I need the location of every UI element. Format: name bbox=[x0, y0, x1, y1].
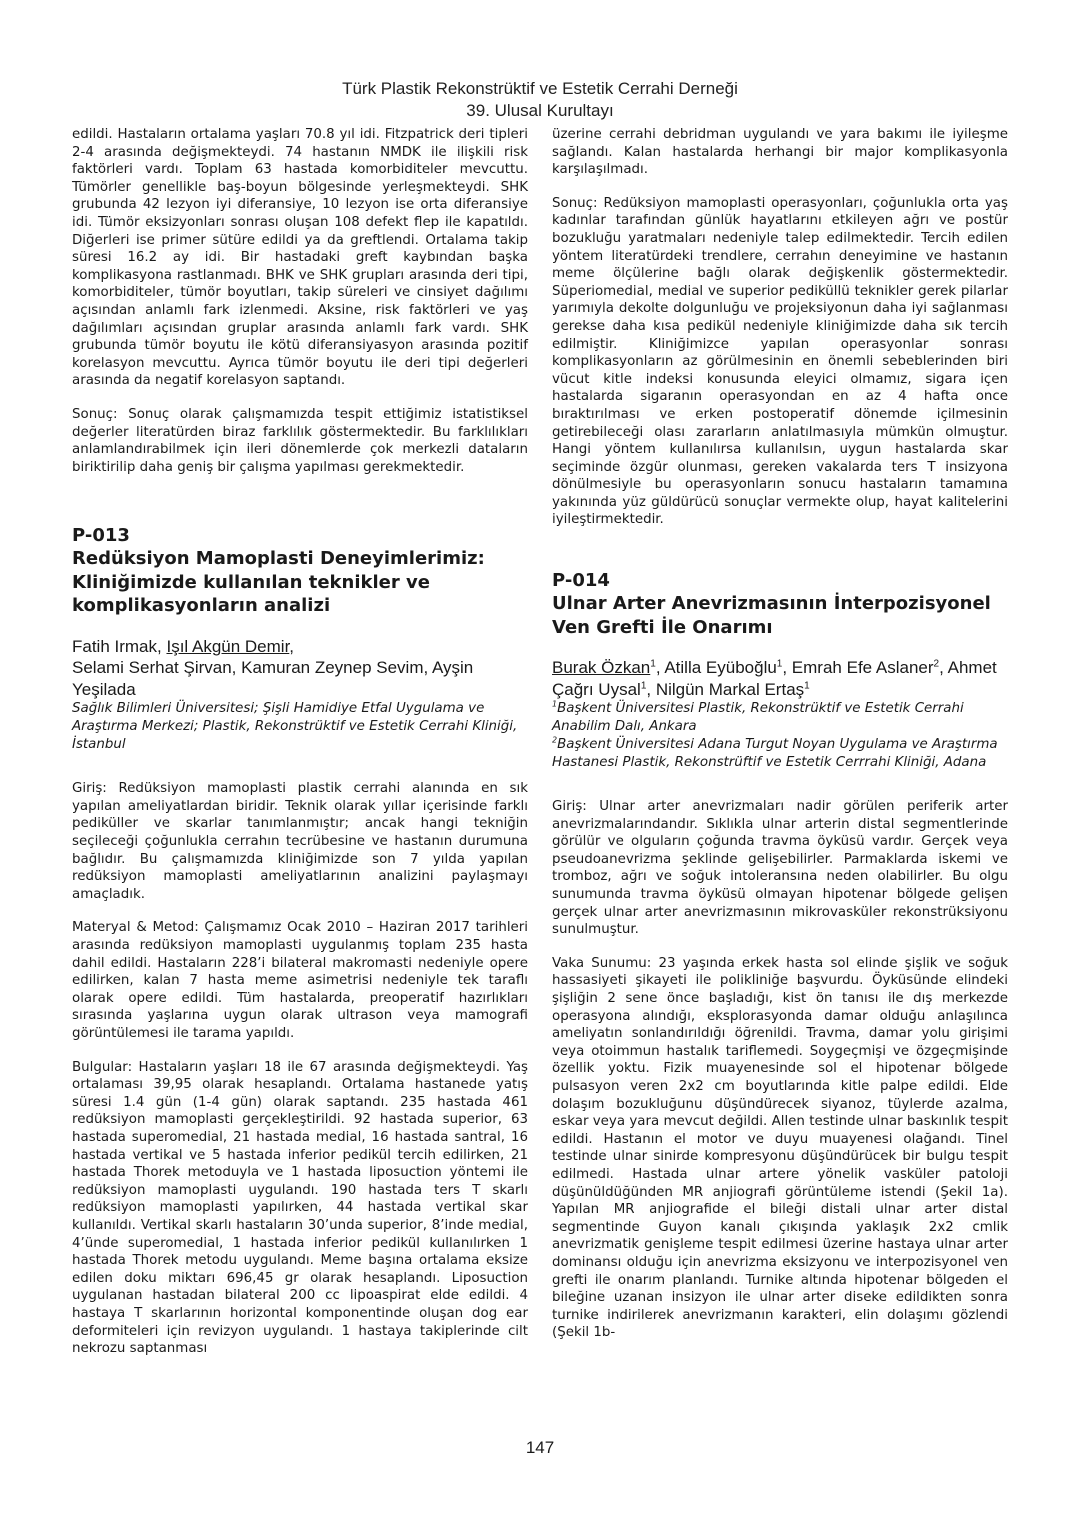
abstract-code: P-013 bbox=[72, 525, 130, 547]
abstract-title: Ulnar Arter Anevrizmasının İnterpozisyonel Ven Grefti İle Onarımı bbox=[552, 593, 991, 638]
continued-results-paragraph: üzerine cerrahi debridman uygulandı ve yara bakımı ile iyileşme sağlandı. Kalan hastalarda herhangi bir major komplikasyonla karşılaşılmadı. bbox=[552, 127, 1008, 178]
left-column bbox=[72, 126, 528, 1358]
presenting-author: Işıl Akgün Demir bbox=[166, 636, 290, 656]
continued-results-paragraph: edildi. Hastaların ortalama yaşları 70.8 yıl idi. Fitzpatrick deri tipleri 2-4 arasında değişmekteydi. 74 hastanın NMDK ile ilişkili risk faktörleri vardı. Toplam 63 hastada komorbiditeler mevcuttu. Tümörler genellikle baş-boyun bölgesinde yerleşmekteydi. SHK grubunda 42 lezyon iyi diferansiye, 10 lezyon ise orta diferansiye idi. Tümör eksizyonları sonrası oluşan 108 defekt flep ile kapatıldı. Diğerleri ise primer sütüre edildi ya da greftlendi. Ortalama takip süresi 16.2 ay idi. Bir hastadaki greft kaybından başka komplikasyona rastlanmadı. BHK ve SHK grupları arasında deri tipi, komorbiditeler, tümör boyutları, takip süreleri ve cinsiyet dağılımı açısından anlamlı fark izlenmedi. Aksine, risk faktörleri ve yaş dağılımları açısından gruplar arasında anlamlı fark vardı. SHK grubunda tümör boyutu ile kötü diferansiyasyon arasında pozitif korelasyon mevcuttu. Ayrıca tümör boyutu ile deri tipi değerleri arasında da negatif korelasyon saptandı. bbox=[72, 127, 528, 389]
author-name: Fatih Irmak, bbox=[72, 636, 167, 656]
right-column bbox=[552, 126, 1008, 1342]
page-number: 147 bbox=[525, 1438, 555, 1457]
abstract-code: P-014 bbox=[552, 570, 610, 592]
introduction-paragraph: Giriş: Ulnar arter anevrizmaları nadir görülen periferik arter anevrizmalarındandır. Sıklıkla ulnar arterin distal segmentlerinde görülür ve olguların çoğunda travma öyküsü vardır. Gerçek veya pseudoanevrizma şeklinde gelişebilirler. Parmaklarda iskemi ve tromboz, ağrı ve soğuk intoleransına neden olabilirler. Bu olgu sunumunda travma öyküsü olmayan hipotenar bölgede gelişen gerçek ulnar arter anevrizmasının mikrovasküler rekonstrüksiyonu sunulmuştur. bbox=[552, 799, 1008, 938]
affiliation: Sağlık Bilimleri Üniversitesi; Şişli Hamidiye Etfal Uygulama ve Araştırma Merkezi; Plastik, Rekonstrüktif ve Estetik Cerrahi Kliniği, İstanbul bbox=[72, 701, 518, 753]
abstract-title: Redüksiyon Mamoplasti Deneyimlerimiz: Kliniğimizde kullanılan teknikler ve komplikasyonların analizi bbox=[72, 548, 485, 617]
author-name: Selami Serhat Şirvan, Kamuran Zeynep Sevim, Ayşin Yeşilada bbox=[72, 658, 474, 699]
presenting-author: Burak Özkan bbox=[552, 658, 651, 678]
methods-paragraph: Materyal & Metod: Çalışmamız Ocak 2010 – Haziran 2017 tarihleri arasında redüksiyon mamoplasti uygulanmış toplam 235 hasta dahil edildi. Hastaların 228’i bilateral makromasti nedeniyle opere edilirken, kalan 7 hasta meme asimetrisi nedeniyle tek taraflı olarak opere edildi. Tüm hastalarda, preoperatif hazırlıkları sırasında yaşlarına uygun olarak ultrason veya mamografi görüntülemesi ile tarama yapıldı. bbox=[72, 920, 528, 1041]
affiliation: $^1$Başkent Üniversitesi Plastik, Rekonstrüktif ve Estetik Cerrahi Anabilim Dalı, Ankara $^2$Başkent Üniversitesi Adana Turgut Noyan Uygulama ve Araştırma Hastanesi Plastik, Rekonstrüftif ve Estetik Cerrrahi Kliniği, Adana bbox=[552, 699, 998, 771]
header-line-2: 39. Ulusal Kurultayı bbox=[466, 101, 614, 120]
author-separator: , bbox=[289, 636, 295, 656]
case-report-paragraph: Vaka Sunumu: 23 yaşında erkek hasta sol elinde şişlik ve soğuk hassasiyeti şikayeti ile polikliniğe başvurdu. Öyküsünde elindeki şişliğin 2 sene önce başladığı, kist ön tanısı ile dış merkezde operasyona alındığı, eksplorasyonda damar olduğu anlaşılınca ameliyatın sonlandırıldığı öğrenildi. Travma, damar yolu girişimi veya otoimmun hastalık tariflemedi. Soygeçmişi ve özgeçmişinde özellik yoktu. Fizik muayenesinde sol el hipotenar bölgede pulsasyon veren 2x2 cm boyutlarında kitle palpe edildi. Elde dolaşım bozukluğunu düşündürecek siyanoz, tüylerde azalma, eskar veya yara mevcut değildi. Allen testinde ulnar baskınlık tespit edildi. Hastanın el motor ve duyu muayenesi olağandı. Tinel testinde ulnar sinirde kompresyonu düşündürücek bir bulgu tespit edilmedi. Hastada ulnar artere yönelik vasküler patoloji düşünüldüğünden MR anjiografi görüntüleme istendi (Şekil 1a). Yapılan MR anjiografide el bileği distali ulnar arter distal segmentinde Guyon kanalı çıkışında yaklaşık 2x2 cmlik anevrizmatik genişleme tespit edilmesi üzerine hastaya ulnar arter dominansı olduğu için anevrizma eksizyonu ve interpozisyonel ven grefti ile onarım planlandı. Turnike altında hipotenar bölgeden el bileğine uzanan insizyon ile ulnar arter diseke edildikten sonra turnike indirilerek anevrizmanın karakteri, elin dolaşımı gözlendi (Şekil 1b- bbox=[552, 955, 1008, 1341]
results-paragraph: Bulgular: Hastaların yaşları 18 ile 67 arasında değişmekteydi. Yaş ortalaması 39,95 olarak hesaplandı. Ortalama hastanede yatış süresi 1.4 gün (1-4 gün) olarak saptandı. 235 hastada 461 redüksiyon mamoplasti gerçekleştirildi. 92 hastada superior, 63 hastada superomedial, 21 hastada medial, 16 hastada santral, 16 hastada vertikal ve 5 hastada inferior pedikül tercih edilirken, 21 hastada Thorek metoduyla ve 1 hastada liposuction yöntemi ile redüksiyon mamoplasti uygulandı. 190 hastada ters T skarlı redüksiyon mamoplasti yapılırken, 44 hastada vertikal skar kullanıldı. Vertikal skarlı hastaların 30’unda superior, 8’inde medial, 4’ünde superomedial, 1 hastada inferior pedikül kullanılırken 1 hastada Thorek metodu uygulandı. Meme başına ortalama eksize edilen doku miktarı 696,45 gr olarak hesaplandı. Liposuction uygulanan hastadan bilateral 200 cc lipoaspirat elde edildi. 4 hastaya T skarlarının horizontal komponentinde oluşan dog ear deformiteleri için revizyon uygulandı. 1 hastaya takiplerinde cilt nekrozu saptanması bbox=[72, 1059, 528, 1357]
header-line-1: Türk Plastik Rekonstrüktif ve Estetik Cerrahi Derneği bbox=[342, 79, 738, 98]
author-list bbox=[72, 636, 528, 701]
introduction-paragraph: Giriş: Redüksiyon mamoplasti plastik cerrahi alanında en sık yapılan ameliyatlardan biridir. Teknik olarak yıllar içerisinde farklı pediküller ve skarlar tanımlanmıştır; ancak hangi tekniğin seçileceği çoğunlukla cerrahın tecrübesine ve hastanın durumuna bağlıdır. Bu çalışmamızda kliniğimizde son 7 yılda yapılan redüksiyon mamoplasti ameliyatlarının analizini paylaşmayı amaçladık. bbox=[72, 781, 528, 902]
conclusion-paragraph: Sonuç: Sonuç olarak çalışmamızda tespit ettiğimiz istatistiksel değerler literatürden biraz farklılık göstermektedir. Bu farklılıkları anlamlandırabilmek için ileri dönemlerde çok merkezli dataların biriktirilip daha geniş bir çalışma yapılması gerekmektedir. bbox=[72, 406, 528, 475]
conclusion-paragraph: Sonuç: Redüksiyon mamoplasti operasyonları, çoğunlukla orta yaş kadınlar tarafından günlük hayatlarını etkileyen ağrı ve postür bozukluğu yaratmaları nedeniyle talep edilmektedir. Tercih edilen yöntem literatürdeki trendlere, cerrahın deneyimine ve hastanın meme ölçülerine bağlı olarak değişkenlik göstermektedir. Süperiomedial, medial ve superior pediküllü teknikler gerek pilarlar yarımıyla dekolte dolgunluğu ve projeksiyonun daha iyi sağlanması gerekse daha kısa pedikül nedeniyle kliniğimizde daha sık tercih edilmiştir. Kliniğimizce yapılan operasyonlar sonrası komplikasyonların az görülmesinin en önemli sebeblerinden biri vücut kitle indeksi konusunda eleyici olmamız, sigara içen hastalarda sigaranın operasyondan en az 4 hafta once bıraktırılması ve erken postoperatif dönemde içilmesinin getirebileceği olası zararların anlatılmasıyla mümkün olmuştur. Hangi yöntem kullanılırsa kullanılsın, uygun hastalarda skar seçiminde özgür olunması, gereken vakalarda ters T insizyona dönülmesiyle bu operasyonların sonucu hastaların tamamına yakınında yüz güldürücü sonuçlar vermekte olup, hayat kalitelerini iyileştirmektedir. bbox=[552, 195, 1008, 528]
conference-header bbox=[0, 78, 1080, 122]
author-list: Burak Özkan$^1$, Atilla Eyüboğlu$^1$, Emrah Efe Aslaner$^2$, Ahmet Çağrı Uysal$^1$, Nilgün Markal Ertaş$^1$ bbox=[552, 658, 997, 699]
